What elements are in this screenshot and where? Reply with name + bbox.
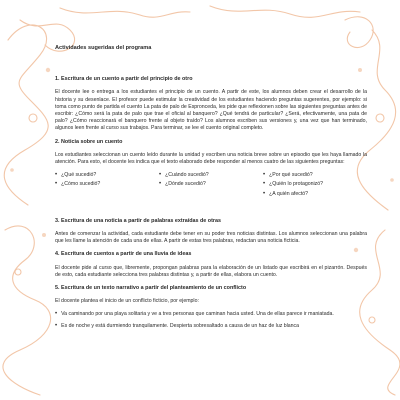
bullet-icon: •: [55, 311, 58, 318]
section-3-paragraph: Antes de comenzar la actividad, cada estudiante debe tener en su poder tres noticias distintas. Los alumnos seleccionan una palabra que les llame la atención de cada una de ellas. A partir de estas tres palabras, redactan una noticia ficticia.: [55, 231, 367, 245]
section-4-paragraph: El docente pide al curso que, libremente, propongan palabras para la elaboración de un listado que escribirá en el pizarrón. Después de esto, cada estudiante selecciona tres palabras distintas y, a partir de ellas, elabora un cuento.: [55, 264, 367, 278]
bullet-icon: •: [263, 181, 266, 188]
section-heading-4: 4. Escritura de cuentos a partir de una lluvia de ideas: [55, 251, 192, 258]
document-content: [55, 45, 367, 334]
bullet-spacer: [159, 190, 266, 198]
bullet-item: • ¿Qué sucedió?: [55, 172, 97, 179]
section-heading-1: 1. Escritura de un cuento a partir del principio de otro: [55, 76, 193, 83]
section-heading-3: 3. Escritura de una noticia a partir de palabras extraídas de otras: [55, 217, 221, 224]
bullet-icon: •: [263, 190, 266, 197]
bullet-icon: •: [55, 322, 58, 329]
bullet-icon: •: [159, 172, 162, 179]
bullet-icon: •: [263, 172, 266, 179]
bullet-icon: •: [55, 181, 58, 188]
section-heading-5: 5. Escritura de un texto narrativo a partir del planteamiento de un conflicto: [55, 285, 247, 292]
list-item: • Va caminando por una playa solitaria y ve a tres personas que caminan hacia usted. Una de ellas parece ir maniatada.: [55, 311, 334, 318]
bullet-spacer: [55, 191, 159, 198]
bullet-icon: •: [159, 181, 162, 188]
section-5-paragraph: El docente plantea el inicio de un conflicto ficticio, por ejemplo:: [55, 298, 199, 305]
section-1-paragraph: El docente lee o entrega a los estudiantes el principio de un cuento. A partir de este, los alumnos deben crear el desarrollo de la historia y su desenlace. El profesor puede estimular la creatividad de los estudiantes haciendo preguntas sugerentes, por ejemplo: si toma como punto de partida el cuento La pata de palo de Espronceda, les pide que reflexionen sobre las siguientes preguntas antes de escribir: ¿Cómo será la pata de palo que trae el oficial al banquero? ¿Qué tendrá de particular? ¿Será, efectivamente, una pata de palo? ¿Cómo reaccionará el banquero frente al objeto traído? Los alumnos escriben sus versiones y, una vez que han terminado, algunos leen frente al curso sus trabajos. Para terminar, se lee el cuento original completo.: [55, 89, 367, 132]
section-2-paragraph: Los estudiantes seleccionan un cuento leído durante la unidad y escriben una noticia breve sobre un episodio que les haya llamado la atención. Para esto, el docente les indica que el texto elaborado debe responder al menos cuatro de las siguientes preguntas:: [55, 151, 367, 166]
bullet-item: • ¿Quién lo protagonizó?: [263, 181, 324, 188]
document-title: Actividades sugeridas del programa: [55, 45, 152, 51]
bullet-item: • ¿Cuándo sucedió?: [159, 172, 209, 179]
bullet-item: • ¿Por qué sucedió?: [263, 172, 313, 179]
bullet-item: • ¿Dónde sucedió?: [159, 181, 206, 188]
list-item: • Es de noche y está durmiendo tranquilamente. Despierta sobresaltado a causa de un haz de luz blanca: [55, 322, 300, 329]
section-heading-2: 2. Noticia sobre un cuento: [55, 138, 123, 145]
bullet-item: • ¿A quién afectó?: [263, 190, 309, 197]
bullet-item: • ¿Cómo sucedió?: [55, 181, 101, 188]
bullet-icon: •: [55, 172, 58, 179]
question-bullet-grid: [55, 172, 367, 198]
conflict-example-list: [55, 311, 367, 329]
